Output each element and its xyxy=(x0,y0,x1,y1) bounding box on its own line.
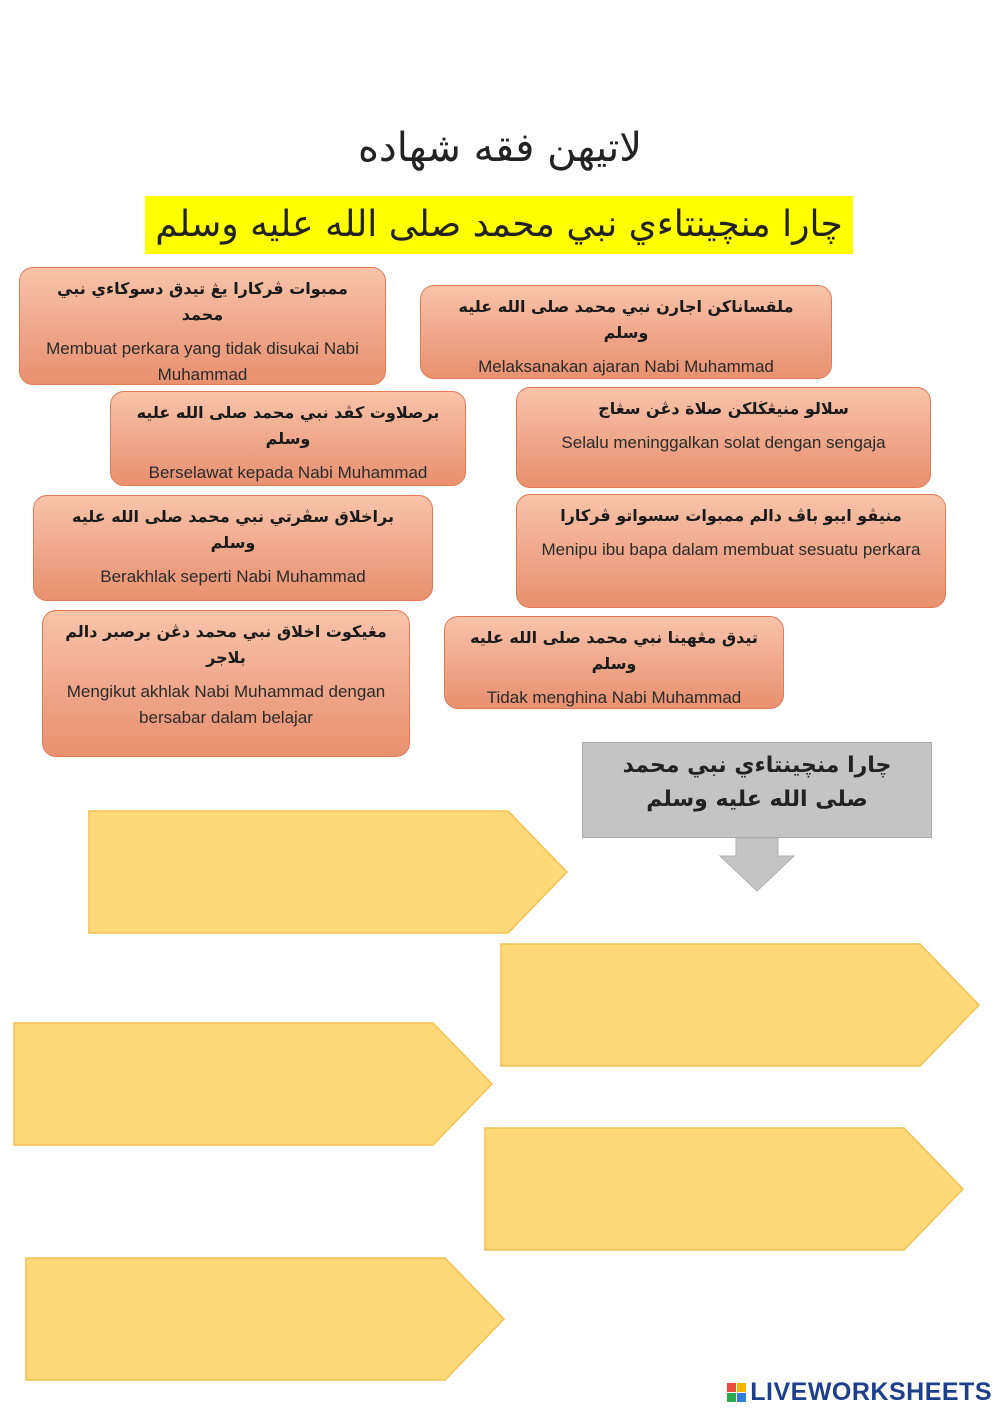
card-jawi-text: ممبوات ڤركارا يڠ تيدق دسوكاءي نبي محمد xyxy=(57,279,348,324)
answer-card-1[interactable] xyxy=(19,267,386,385)
card-latin-text: Membuat perkara yang tidak disukai Nabi Muhammad xyxy=(46,339,359,384)
card-latin-text: Menipu ibu bapa dalam membuat sesuatu perkara xyxy=(541,540,921,559)
card-latin-text: Tidak menghina Nabi Muhammad xyxy=(486,688,742,707)
drop-slot-1[interactable] xyxy=(88,810,570,934)
answer-card-5[interactable] xyxy=(33,495,433,601)
drop-slot-5[interactable] xyxy=(25,1257,507,1381)
card-jawi-text: تيدق مڠهينا نبي محمد صلى الله عليه وسلم xyxy=(470,628,758,673)
answer-card-2[interactable] xyxy=(420,285,832,379)
worksheet-title: لاتيهن فقه شهاده xyxy=(357,125,643,171)
answer-card-3[interactable] xyxy=(110,391,466,486)
down-arrow-icon xyxy=(718,838,796,892)
card-jawi-text: منيڤو ايبو باڤ دالم ممبوات سسواتو ڤركارا xyxy=(560,506,902,525)
card-jawi-text: برصلاوت كڤد نبي محمد صلى الله عليه وسلم xyxy=(136,403,440,448)
answer-card-4[interactable] xyxy=(516,387,931,488)
card-latin-text: Mengikut akhlak Nabi Muhammad dengan bersabar dalam belajar xyxy=(66,682,386,727)
liveworksheets-logo-icon xyxy=(727,1383,746,1402)
card-jawi-text: ملقساناكن اجارن نبي محمد صلى الله عليه وسلم xyxy=(458,297,794,342)
answer-card-7[interactable] xyxy=(42,610,410,757)
logo-text: LIVEWORKSHEETS xyxy=(750,1378,992,1406)
drop-slot-4[interactable] xyxy=(484,1127,966,1251)
card-jawi-text: مڠيكوت اخلاق نبي محمد دڠن برصبر دالم بلاجر xyxy=(65,622,387,667)
category-header-box: چارا منچينتاءي نبي محمد صلى الله عليه وسلم xyxy=(582,742,932,838)
card-jawi-text: سلالو منيڠڬلكن صلاة دڠن سڠاج xyxy=(598,399,849,418)
drop-slot-3[interactable] xyxy=(13,1022,495,1146)
card-latin-text: Berakhlak seperti Nabi Muhammad xyxy=(100,567,366,586)
card-latin-text: Selalu meninggalkan solat dengan sengaja xyxy=(561,433,886,452)
liveworksheets-logo xyxy=(727,1378,992,1407)
answer-card-6[interactable] xyxy=(516,494,946,608)
card-latin-text: Melaksanakan ajaran Nabi Muhammad xyxy=(478,357,774,376)
drop-slot-2[interactable] xyxy=(500,943,982,1067)
answer-card-8[interactable] xyxy=(444,616,784,709)
card-jawi-text: براخلاق سڤرتي نبي محمد صلى الله عليه وسلم xyxy=(72,507,394,552)
worksheet-subtitle: چارا منچينتاءي نبي محمد صلى الله عليه وسلم xyxy=(145,196,853,254)
card-latin-text: Berselawat kepada Nabi Muhammad xyxy=(148,463,428,482)
